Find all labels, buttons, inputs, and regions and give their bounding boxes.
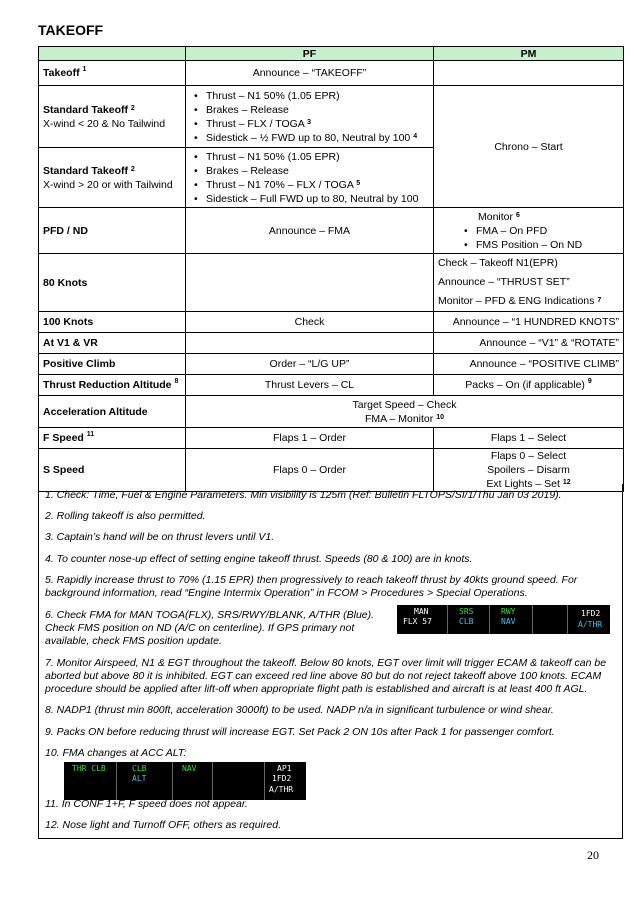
fma-fd: 1FD2: [581, 609, 601, 618]
table-row: Thrust Reduction Altitude $^8$ Thrust Levers – CL Packs – On (if applicable) $^9$: [39, 375, 624, 396]
fma-srs: SRS: [459, 607, 474, 616]
acc-line: FMA – Monitor $^{10}$: [365, 412, 444, 425]
note-3: 3. Captain’s hand will be on thrust levers until V1.: [45, 531, 275, 543]
list-item: • Thrust – N1 50% (1.05 EPR): [206, 89, 429, 103]
pf-cell: Announce – FMA: [186, 208, 434, 254]
fma-flx: FLX 57: [403, 617, 432, 626]
pm-line: Announce – “THRUST SET”: [438, 276, 570, 288]
chrono-cell: Chrono – Start: [434, 86, 624, 208]
table-row: [39, 254, 624, 312]
acc-line: Target Speed – Check: [352, 398, 457, 411]
list-item: • Thrust – FLX / TOGA $^3$: [206, 117, 429, 131]
row-label: F Speed: [43, 432, 84, 444]
pf-cell: Announce – “TAKEOFF”: [186, 61, 434, 86]
note-10: 10. FMA changes at ACC ALT:: [45, 747, 187, 759]
fma-rwy: RWY: [501, 607, 516, 616]
fma-thr-clb: THR CLB: [72, 764, 106, 773]
fma-ap1: AP1: [277, 764, 292, 773]
pf-cell: Flaps 1 – Order: [186, 428, 434, 449]
header-pm: PM: [434, 47, 624, 61]
row-label: Acceleration Altitude: [39, 396, 186, 428]
row-label: 80 Knots: [39, 254, 186, 312]
fma-nav: NAV: [182, 764, 197, 773]
table-row: [39, 396, 624, 428]
note-7c: procedure should be applied after lift-off when appropriate flight path is established and aircraft is at least 400 ft AGL.: [45, 683, 588, 695]
fma-clb: CLB: [132, 764, 147, 773]
row-label: PFD / ND: [39, 208, 186, 254]
note-8: 8. NADP1 (thrust min 800ft, acceleration 3000ft) to be used. NADP n/a in significant turbulence or wind shear.: [45, 704, 554, 716]
note-2: 2. Rolling takeoff is also permitted.: [45, 510, 206, 522]
pf-cell: Check: [186, 312, 434, 333]
pf-cell: Order – “L/G UP”: [186, 354, 434, 375]
note-1: 1. Check: Time, Fuel & Engine Parameters. Min visibility is 125m (Ref: Bulletin FLTOPS/SI/1/Thu Jan 03 2019).: [45, 489, 562, 501]
pf-cell: [186, 254, 434, 312]
note-6c: available, check FMS position update.: [45, 635, 222, 647]
list-item: • Thrust – N1 70% – FLX / TOGA $^5$: [206, 178, 429, 192]
table-row: F Speed $^{11}$ Flaps 1 – Order Flaps 1 – Select: [39, 428, 624, 449]
header-pf: PF: [186, 47, 434, 61]
fma-display-acc-alt: [64, 762, 306, 800]
pm-cell: Announce – “V1” & “ROTATE”: [434, 333, 624, 354]
fma-nav: NAV: [501, 617, 516, 626]
pm-cell: [434, 61, 624, 86]
row-label: At V1 & VR: [39, 333, 186, 354]
row-label: Standard Takeoff: [43, 103, 128, 116]
pm-line: Check – Takeoff N1(EPR): [438, 257, 558, 269]
fma-fd: 1FD2: [272, 774, 292, 783]
pf-cell: Flaps 0 – Order: [186, 449, 434, 492]
note-6b: Check FMS position on ND (A/C on centerline). If GPS primary not: [45, 622, 355, 634]
table-row: [39, 312, 624, 333]
note-9: 9. Packs ON before reducing thrust will increase EGT. Set Pack 2 ON 10s after Pack 1 for passenger comfort.: [45, 726, 555, 738]
pm-cell: Packs – On (if applicable): [465, 379, 585, 391]
table-row: [39, 354, 624, 375]
pm-line: Flaps 0 – Select: [490, 450, 567, 462]
pm-line: Spoilers – Disarm: [487, 464, 570, 476]
list-item: • Brakes – Release: [206, 103, 429, 117]
row-sublabel: X-wind > 20 or with Tailwind: [43, 178, 173, 191]
fma-athr: A/THR: [269, 785, 294, 794]
list-item: • Sidestick – ½ FWD up to 80, Neutral by 100 $^4$: [206, 131, 429, 145]
note-4: 4. To counter nose-up effect of setting engine takeoff thrust. Speeds (80 & 100) are in knots.: [45, 553, 473, 565]
row-label: S Speed: [39, 449, 186, 492]
row-label: Positive Climb: [39, 354, 186, 375]
header-blank: [39, 47, 186, 61]
note-5b: background information, read “Engine Intermix Operation” in FCOM > Procedures > Special Operations.: [45, 587, 528, 599]
note-11: 11. In CONF 1+F, F speed does not appear.: [45, 798, 248, 810]
pm-cell: Announce – “1 HUNDRED KNOTS”: [434, 312, 624, 333]
table-row: [39, 333, 624, 354]
table-row: Standard Takeoff $^2$ X-wind < 20 & No Tailwind • Thrust – N1 50% (1.05 EPR) • Brakes – Release • Thrust – FLX / TOGA $^3$ • Sidestick – ½ FWD up to 80, Neutral by 100 $^4$ Chrono – Start: [39, 86, 624, 148]
row-label: 100 Knots: [39, 312, 186, 333]
list-item: • FMA – On PFD: [476, 224, 619, 238]
pf-bullet-list: [190, 89, 429, 145]
takeoff-table: [38, 46, 624, 492]
list-item: • Sidestick – Full FWD up to 80, Neutral by 100: [206, 192, 429, 206]
table-row: Takeoff $^1$ Announce – “TAKEOFF”: [39, 61, 624, 86]
pm-cell: Announce – “POSITIVE CLIMB”: [434, 354, 624, 375]
notes-box: [38, 484, 623, 839]
fma-man: MAN: [414, 607, 429, 616]
pm-bullet-list: [438, 224, 619, 252]
fma-alt: ALT: [132, 774, 147, 783]
pf-bullet-list: [190, 150, 429, 206]
list-item: • FMS Position – On ND: [476, 238, 619, 252]
row-label: Takeoff: [43, 67, 80, 79]
list-item: • Brakes – Release: [206, 164, 429, 178]
table-header-row: [39, 47, 624, 61]
note-12: 12. Nose light and Turnoff OFF, others as required.: [45, 819, 281, 831]
fma-athr: A/THR: [578, 620, 603, 629]
page-number: 20: [587, 848, 599, 862]
table-row: PFD / ND Announce – FMA Monitor $^6$ • FMA – On PFD • FMS Position – On ND: [39, 208, 624, 254]
fma-clb: CLB: [459, 617, 474, 626]
row-label: Standard Takeoff: [43, 164, 128, 177]
pm-line: Monitor – PFD & ENG Indications $^7$: [438, 295, 602, 307]
page-title: TAKEOFF: [38, 22, 104, 38]
pm-monitor: Monitor: [478, 210, 514, 223]
note-7a: 7. Monitor Airspeed, N1 & EGT throughout the takeoff. Below 80 knots, EGT over limit will trigger ECAM & takeoff can be: [45, 657, 607, 669]
list-item: • Thrust – N1 50% (1.05 EPR): [206, 150, 429, 164]
pm-cell: Flaps 1 – Select: [434, 428, 624, 449]
fma-display-takeoff: [397, 605, 610, 634]
table-row: Standard Takeoff $^2$ X-wind > 20 or with Tailwind • Thrust – N1 50% (1.05 EPR) • Brakes – Release • Thrust – N1 70% – FLX / TOGA $^5$ • Sidestick – Full FWD up to 80, Neutral by 100: [39, 148, 624, 208]
note-7b: aborted but above 80 it is inhibited. EGT can exceed red line above 80 but do not reject takeoff above 100 knots. ECAM: [45, 670, 602, 682]
pf-cell: [186, 333, 434, 354]
row-sublabel: X-wind < 20 & No Tailwind: [43, 117, 166, 130]
note-5a: 5. Rapidly increase thrust to 70% (1.15 EPR) then progressively to reach takeoff thrust by 40kts ground speed. For: [45, 574, 578, 586]
row-label: Thrust Reduction Altitude: [43, 379, 172, 391]
pm-line: Ext Lights – Set $^{12}$: [486, 478, 571, 490]
pf-cell: Thrust Levers – CL: [186, 375, 434, 396]
note-6a: 6. Check FMA for MAN TOGA(FLX), SRS/RWY/BLANK, A/THR (Blue).: [45, 609, 375, 621]
